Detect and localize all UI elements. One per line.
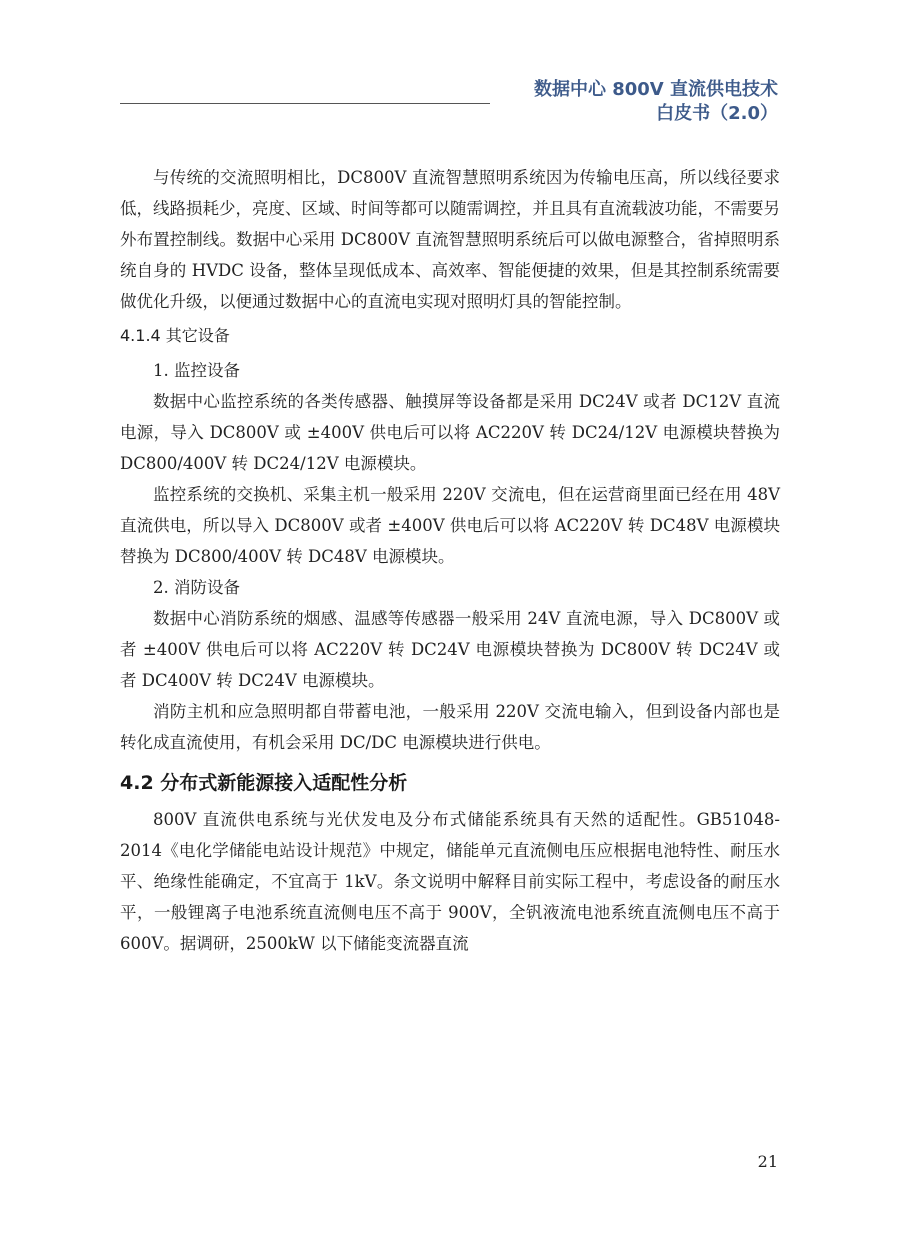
- list-item-monitoring: 1. 监控设备: [153, 361, 240, 380]
- paragraph-monitoring-1: 数据中心监控系统的各类传感器、触摸屏等设备都是采用 DC24V 或者 DC12V 直流电源，导入 DC800V 或 ±400V 供电后可以将 AC220V 转 DC24/12V 电源模块替换为 DC800/400V 转 DC24/12V 电源模块。: [120, 392, 780, 473]
- header-rule: [120, 103, 490, 104]
- page-number: 21: [757, 1152, 778, 1171]
- section-heading-4-2: 4.2 分布式新能源接入适配性分析: [120, 772, 408, 794]
- header-title-line1: 数据中心 800V 直流供电技术: [533, 79, 778, 100]
- list-item-fire: 2. 消防设备: [153, 578, 240, 597]
- paragraph-4-2: 800V 直流供电系统与光伏发电及分布式储能系统具有天然的适配性。GB51048-2014《电化学储能电站设计规范》中规定，储能单元直流侧电压应根据电池特性、耐压水平、绝缘性能确定，不宜高于 1kV。条文说明中解释目前实际工程中，考虑设备的耐压水平，一般锂离子电池系统直流侧电压不高于 900V，全钒液流电池系统直流侧电压不高于 600V。据调研，2500kW 以下储能变流器直流: [120, 810, 780, 953]
- paragraph-lighting: 与传统的交流照明相比，DC800V 直流智慧照明系统因为传输电压高，所以线径要求低，线路损耗少，亮度、区域、时间等都可以随需调控，并且具有直流载波功能，不需要另外布置控制线。数据中心采用 DC800V 直流智慧照明系统后可以做电源整合，省掉照明系统自身的 HVDC 设备，整体呈现低成本、高效率、智能便捷的效果，但是其控制系统需要做优化升级，以便通过数据中心的直流电实现对照明灯具的智能控制。: [120, 168, 780, 311]
- running-header: [534, 78, 778, 126]
- paragraph-fire-2: 消防主机和应急照明都自带蓄电池，一般采用 220V 交流电输入，但到设备内部也是转化成直流使用，有机会采用 DC/DC 电源模块进行供电。: [120, 702, 780, 752]
- paragraph-monitoring-2: 监控系统的交换机、采集主机一般采用 220V 交流电，但在运营商里面已经在用 48V 直流供电，所以导入 DC800V 或者 ±400V 供电后可以将 AC220V 转 DC48V 电源模块替换为 DC800/400V 转 DC48V 电源模块。: [120, 485, 780, 566]
- section-heading-4-1-4: 4.1.4 其它设备: [120, 326, 230, 345]
- page-body: [120, 162, 780, 959]
- paragraph-fire-1: 数据中心消防系统的烟感、温感等传感器一般采用 24V 直流电源，导入 DC800V 或者 ±400V 供电后可以将 AC220V 转 DC24V 电源模块替换为 DC800V 转 DC24V 或者 DC400V 转 DC24V 电源模块。: [120, 609, 780, 690]
- header-title-line2: 白皮书（2.0）: [656, 103, 778, 124]
